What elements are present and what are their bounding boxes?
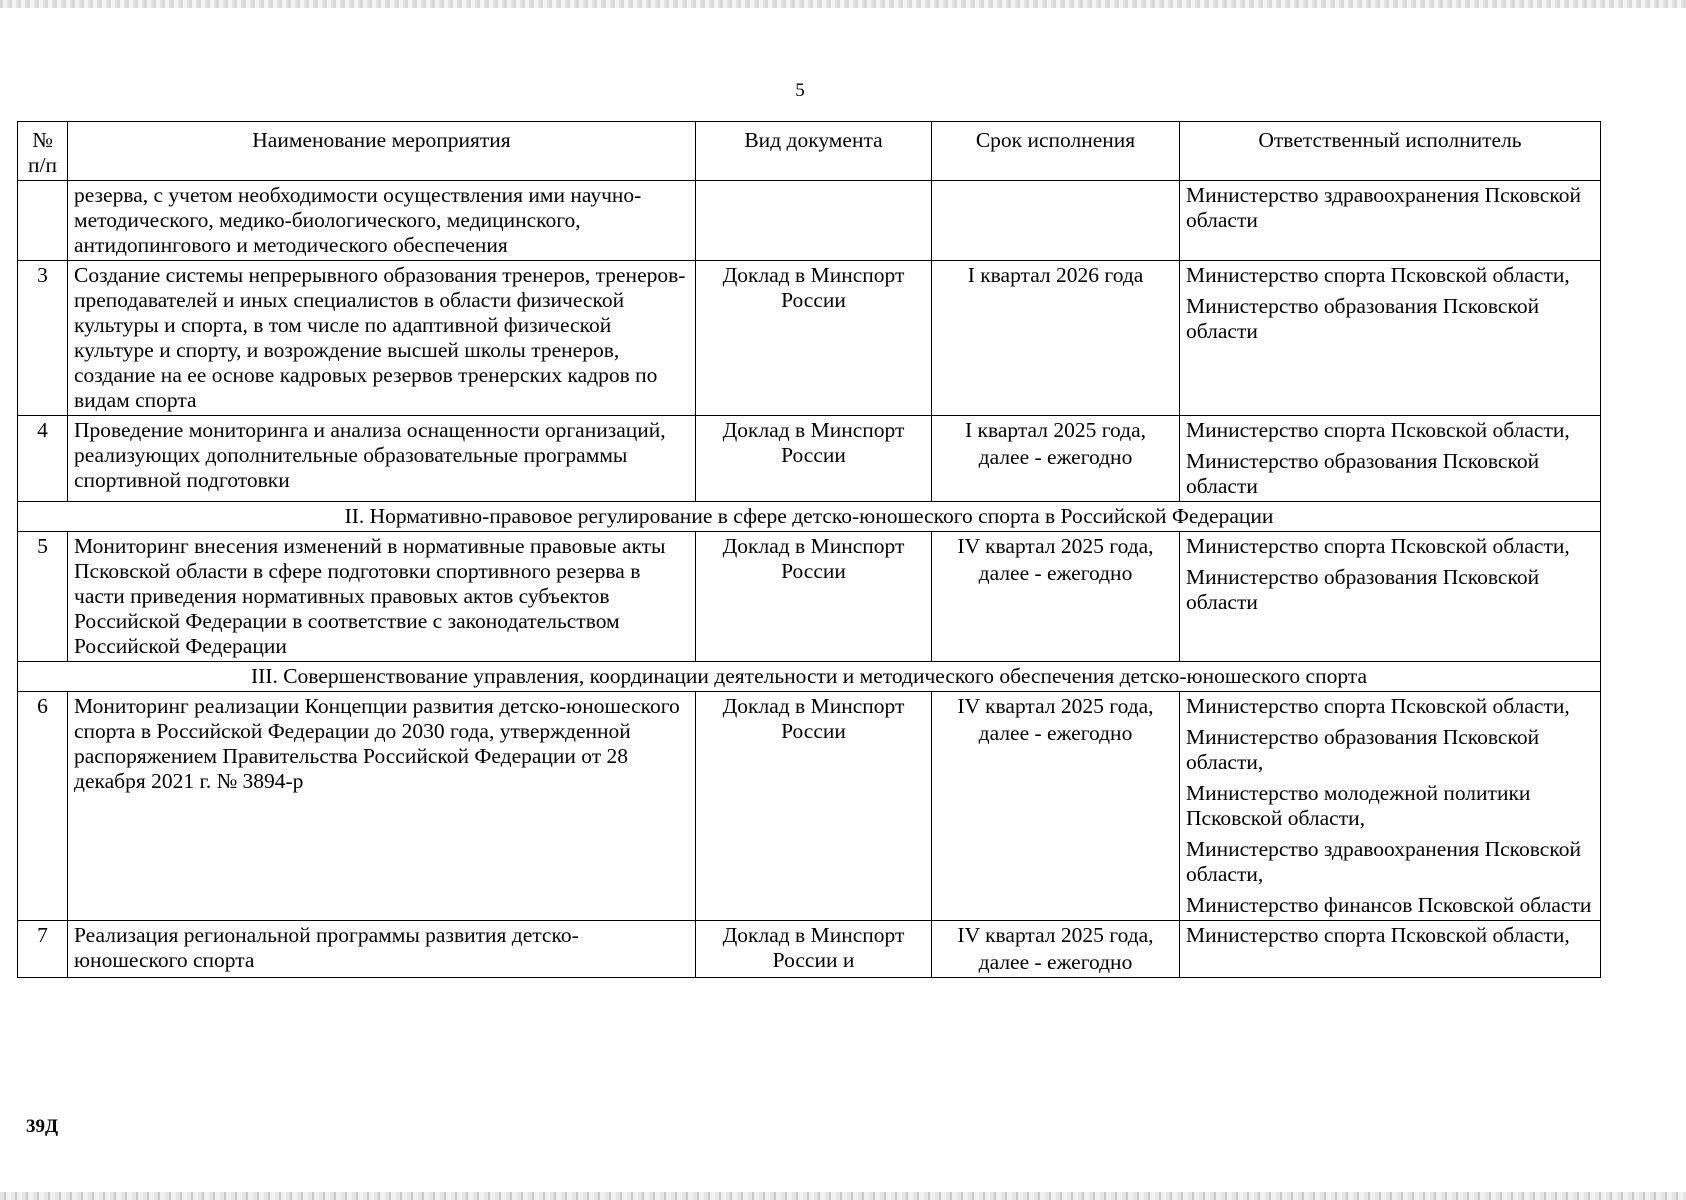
cell-name: Мониторинг внесения изменений в нормативные правовые акты Псковской области в сфере подготовки спортивного резерва в части приведения нормативных правовых актов субъектов Российской Федерации в соответствие с законодательством Российской Федерации [68, 532, 696, 662]
cell-term [932, 921, 1180, 978]
term-line: далее - ежегодно [978, 950, 1133, 974]
term-line: I квартал 2025 года, [965, 418, 1146, 442]
cell-name: резерва, с учетом необходимости осуществления ими научно-методического, медико-биологического, медицинского, антидопингового и методического обеспечения [68, 181, 696, 261]
cell-num: 4 [18, 416, 68, 502]
scan-edge-bottom [0, 1192, 1686, 1200]
header-num: № п/п [18, 122, 68, 181]
cell-doc: Доклад в Минспорт России [696, 416, 932, 502]
section-heading-3: III. Совершенствование управления, координации деятельности и методического обеспечения детско-юношеского спорта [18, 662, 1601, 692]
cell-num: 7 [18, 921, 68, 978]
cell-doc: Доклад в Минспорт России [696, 692, 932, 921]
resp-entry: Министерство образования Псковской области [1186, 565, 1540, 614]
table-header-row [18, 122, 1601, 181]
cell-resp [1180, 261, 1601, 416]
resp-entry: Министерство образования Псковской области [1186, 294, 1540, 343]
document-code: 39Д [26, 1116, 59, 1137]
resp-entry: Министерство спорта Псковской области, [1186, 694, 1570, 718]
cell-num: 5 [18, 532, 68, 662]
resp-entry: Министерство спорта Псковской области, [1186, 263, 1570, 287]
section-heading-2: II. Нормативно-правовое регулирование в сфере детско-юношеского спорта в Российской Федерации [18, 502, 1601, 532]
header-resp: Ответственный исполнитель [1180, 122, 1601, 181]
cell-term [932, 416, 1180, 502]
cell-name: Создание системы непрерывного образования тренеров, тренеров-преподавателей и иных специалистов в области физической культуры и спорта, в том числе по адаптивной физической культуре и спорту, и возрождение высшей школы тренеров, создание на ее основе кадровых резервов тренерских кадров по видам спорта [68, 261, 696, 416]
resp-entry: Министерство молодежной политики Псковской области, [1186, 781, 1531, 830]
cell-name: Проведение мониторинга и анализа оснащенности организаций, реализующих дополнительные образовательные программы спортивной подготовки [68, 416, 696, 502]
cell-resp [1180, 416, 1601, 502]
cell-doc: Доклад в Минспорт России и [696, 921, 932, 978]
resp-entry: Министерство спорта Псковской области, [1186, 418, 1570, 442]
table-row [18, 261, 1601, 416]
section-row [18, 502, 1601, 532]
term-line: IV квартал 2025 года, [957, 694, 1154, 718]
cell-resp [1180, 532, 1601, 662]
resp-entry: Министерство образования Псковской области, [1186, 725, 1540, 774]
cell-name: Мониторинг реализации Концепции развития детско-юношеского спорта в Российской Федерации до 2030 года, утвержденной распоряжением Правительства Российской Федерации от 28 декабря 2021 г. № 3894-р [68, 692, 696, 921]
resp-entry: Министерство финансов Псковской области [1186, 893, 1592, 917]
cell-resp [1180, 692, 1601, 921]
table-row [18, 532, 1601, 662]
table-row [18, 416, 1601, 502]
cell-name: Реализация региональной программы развития детско-юношеского спорта [68, 921, 696, 978]
term-line: далее - ежегодно [978, 721, 1133, 745]
resp-entry: Министерство спорта Псковской области, [1186, 923, 1570, 947]
header-doc: Вид документа [696, 122, 932, 181]
scan-edge-top [0, 0, 1686, 8]
cell-doc: Доклад в Минспорт России [696, 261, 932, 416]
resp-entry: Министерство спорта Псковской области, [1186, 534, 1570, 558]
cell-num [18, 181, 68, 261]
table-row [18, 692, 1601, 921]
resp-entry: Министерство образования Псковской области [1186, 449, 1540, 498]
cell-resp [1180, 921, 1601, 978]
table-row [18, 921, 1601, 978]
resp-entry: Министерство здравоохранения Псковской области, [1186, 837, 1581, 886]
cell-doc [696, 181, 932, 261]
cell-resp [1180, 181, 1601, 261]
cell-term [932, 692, 1180, 921]
header-term: Срок исполнения [932, 122, 1180, 181]
term-line: далее - ежегодно [978, 445, 1133, 469]
term-line: IV квартал 2025 года, [957, 534, 1154, 558]
term-line: I квартал 2026 года [967, 263, 1144, 287]
table-row-continuation [18, 181, 1601, 261]
term-line: далее - ежегодно [978, 561, 1133, 585]
cell-term [932, 532, 1180, 662]
cell-num: 3 [18, 261, 68, 416]
page-number: 5 [795, 80, 805, 101]
term-line: IV квартал 2025 года, [957, 923, 1154, 947]
header-name: Наименование мероприятия [68, 122, 696, 181]
cell-doc: Доклад в Минспорт России [696, 532, 932, 662]
resp-entry: Министерство здравоохранения Псковской области [1186, 183, 1581, 232]
cell-term [932, 261, 1180, 416]
section-row [18, 662, 1601, 692]
cell-num: 6 [18, 692, 68, 921]
action-plan-table [17, 121, 1601, 978]
cell-term [932, 181, 1180, 261]
